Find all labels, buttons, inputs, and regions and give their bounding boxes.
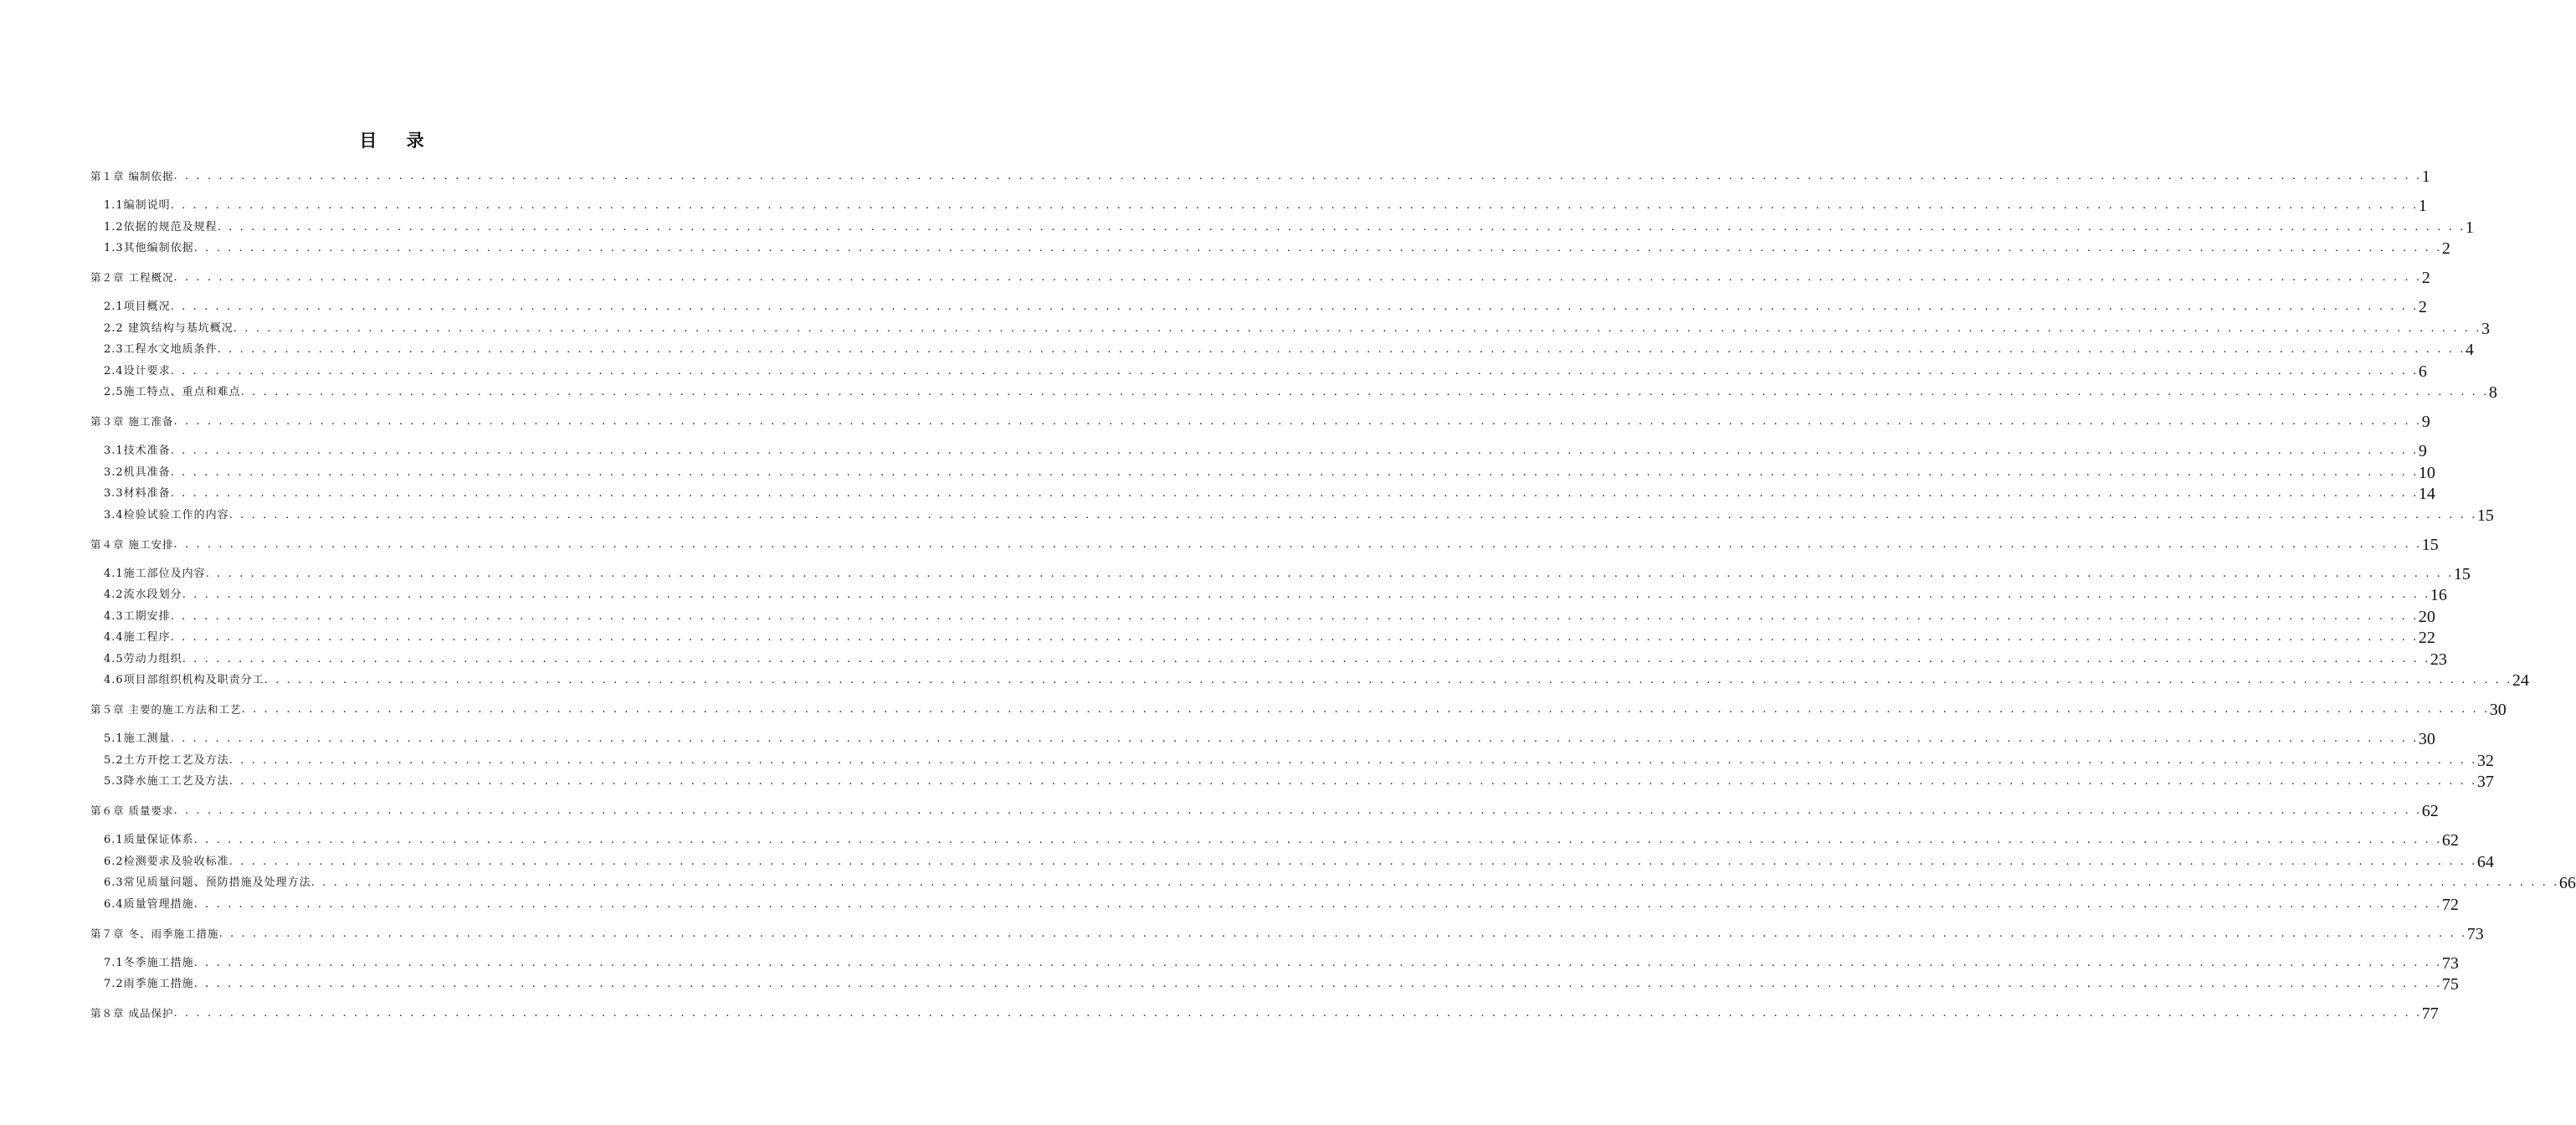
toc-page-number: 62 — [2421, 802, 2439, 820]
toc-entry-label: 5.1施工测量 — [104, 732, 171, 745]
toc-entry-label: 6.3常见质量问题、预防措施及处理方法 — [104, 876, 311, 889]
toc-page-number: 16 — [2430, 586, 2447, 604]
toc-entry-label: 4.2流水段划分 — [104, 588, 182, 601]
toc-chapter-entry[interactable] — [90, 164, 2430, 186]
toc-page-number: 30 — [2418, 730, 2435, 748]
toc-entry-label: 4.1施工部位及内容 — [104, 567, 206, 580]
toc-section-entry[interactable] — [104, 583, 2447, 604]
dot-leader: . . . . . . . . . . . . . . . . . . . . . . . . . . . . . . . . . . . . . . . . . . . . . . . . . . . . . . . . . . . . . . . . . . . . . . . . . . . . . . . . . . . . . . . . . . . . . . . . . . . . . . . . . . . . . . . . . . . . . . . . . . . . . . . . . . . . . . . . . . . . . . . . . . . . . . . . . . . . . . . . . . . . . . . . . . . . . . . . . . . . . . . . . . . . . . . . . . . . . . . . — [193, 956, 2442, 969]
toc-chapter-entry[interactable] — [90, 409, 2430, 431]
toc-entry-label: 1.1编制说明 — [104, 199, 171, 212]
toc-page-number: 3 — [2481, 319, 2491, 338]
toc-section-entry[interactable] — [104, 951, 2459, 973]
toc-entry-label: 6.4质量管理措施 — [104, 897, 194, 911]
toc-chapter-entry[interactable] — [90, 799, 2439, 820]
toc-section-entry[interactable] — [104, 727, 2435, 748]
toc-section-entry[interactable] — [104, 460, 2435, 482]
toc-section-entry[interactable] — [104, 562, 2471, 583]
dot-leader: . . . . . . . . . . . . . . . . . . . . . . . . . . . . . . . . . . . . . . . . . . . . . . . . . . . . . . . . . . . . . . . . . . . . . . . . . . . . . . . . . . . . . . . . . . . . . . . . . . . . . . . . . . . . . . . . . . . . . . . . . . . . . . . . . . . . . . . . . . . . . . . . . . . . . . . . . . . . . . . . . . . . . . . . . . . . . . . . . . . . . . . . . . . . . . . . . . . . . . . . — [182, 652, 2430, 665]
toc-page-number: 1 — [2465, 218, 2474, 237]
dot-leader: . . . . . . . . . . . . . . . . . . . . . . . . . . . . . . . . . . . . . . . . . . . . . . . . . . . . . . . . . . . . . . . . . . . . . . . . . . . . . . . . . . . . . . . . . . . . . . . . . . . . . . . . . . . . . . . . . . . . . . . . . . . . . . . . . . . . . . . . . . . . . . . . . . . . . . . . . . . . . . . . . . . . . . . . . . . . . . . . . . . . . . . . . . . . . . . . . . . . . . . . — [233, 321, 2482, 335]
toc-page-number: 66 — [2558, 874, 2576, 892]
dot-leader: . . . . . . . . . . . . . . . . . . . . . . . . . . . . . . . . . . . . . . . . . . . . . . . . . . . . . . . . . . . . . . . . . . . . . . . . . . . . . . . . . . . . . . . . . . . . . . . . . . . . . . . . . . . . . . . . . . . . . . . . . . . . . . . . . . . . . . . . . . . . . . . . . . . . . . . . . . . . . . . . . . . . . . . . . . . . . . . . . . . . . . . . . . . . . . . . . . . . . . . . — [193, 897, 2442, 911]
toc-page-number: 24 — [2512, 671, 2529, 690]
toc-entry-label: 3.4检验试验工作的内容 — [104, 508, 229, 521]
toc-section-entry[interactable] — [104, 668, 2529, 690]
toc-page-number: 15 — [2476, 506, 2494, 525]
toc-entry-label: 4.3工期安排 — [104, 609, 171, 623]
dot-leader: . . . . . . . . . . . . . . . . . . . . . . . . . . . . . . . . . . . . . . . . . . . . . . . . . . . . . . . . . . . . . . . . . . . . . . . . . . . . . . . . . . . . . . . . . . . . . . . . . . . . . . . . . . . . . . . . . . . . . . . . . . . . . . . . . . . . . . . . . . . . . . . . . . . . . . . . . . . . . . . . . . . . . . . . . . . . . . . . . . . . . . . . . . . . . . . . . . . . . . . . — [217, 220, 2466, 234]
toc-section-entry[interactable] — [104, 439, 2427, 460]
dot-leader: . . . . . . . . . . . . . . . . . . . . . . . . . . . . . . . . . . . . . . . . . . . . . . . . . . . . . . . . . . . . . . . . . . . . . . . . . . . . . . . . . . . . . . . . . . . . . . . . . . . . . . . . . . . . . . . . . . . . . . . . . . . . . . . . . . . . . . . . . . . . . . . . . . . . . . . . . . . . . . . . . . . . . . . . . . . . . . . . . . . . . . . . . . . . . . . . . . . . . . . . — [173, 271, 2422, 284]
dot-leader: . . . . . . . . . . . . . . . . . . . . . . . . . . . . . . . . . . . . . . . . . . . . . . . . . . . . . . . . . . . . . . . . . . . . . . . . . . . . . . . . . . . . . . . . . . . . . . . . . . . . . . . . . . . . . . . . . . . . . . . . . . . . . . . . . . . . . . . . . . . . . . . . . . . . . . . . . . . . . . . . . . . . . . . . . . . . . . . . . . . . . . . . . . . . . . . . . . . . . . . . — [170, 364, 2419, 378]
toc-entry-label: 3.3材料准备 — [104, 487, 171, 500]
toc-page-number: 72 — [2441, 895, 2459, 914]
dot-leader: . . . . . . . . . . . . . . . . . . . . . . . . . . . . . . . . . . . . . . . . . . . . . . . . . . . . . . . . . . . . . . . . . . . . . . . . . . . . . . . . . . . . . . . . . . . . . . . . . . . . . . . . . . . . . . . . . . . . . . . . . . . . . . . . . . . . . . . . . . . . . . . . . . . . . . . . . . . . . . . . . . . . . . . . . . . . . . . . . . . . . . . . . . . . . . . . . . . . . . . . — [173, 537, 2422, 551]
dot-leader: . . . . . . . . . . . . . . . . . . . . . . . . . . . . . . . . . . . . . . . . . . . . . . . . . . . . . . . . . . . . . . . . . . . . . . . . . . . . . . . . . . . . . . . . . . . . . . . . . . . . . . . . . . . . . . . . . . . . . . . . . . . . . . . . . . . . . . . . . . . . . . . . . . . . . . . . . . . . . . . . . . . . . . . . . . . . . . . . . . . . . . . . . . . . . . . . . . . . . . . . — [310, 876, 2559, 889]
dot-leader: . . . . . . . . . . . . . . . . . . . . . . . . . . . . . . . . . . . . . . . . . . . . . . . . . . . . . . . . . . . . . . . . . . . . . . . . . . . . . . . . . . . . . . . . . . . . . . . . . . . . . . . . . . . . . . . . . . . . . . . . . . . . . . . . . . . . . . . . . . . . . . . . . . . . . . . . . . . . . . . . . . . . . . . . . . . . . . . . . . . . . . . . . . . . . . . . . . . . . . . . — [170, 631, 2419, 644]
toc-entry-label: 第５章 主要的施工方法和工艺 — [90, 703, 242, 716]
dot-leader: . . . . . . . . . . . . . . . . . . . . . . . . . . . . . . . . . . . . . . . . . . . . . . . . . . . . . . . . . . . . . . . . . . . . . . . . . . . . . . . . . . . . . . . . . . . . . . . . . . . . . . . . . . . . . . . . . . . . . . . . . . . . . . . . . . . . . . . . . . . . . . . . . . . . . . . . . . . . . . . . . . . . . . . . . . . . . . . . . . . . . . . . . . . . . . . . . . . . . . . . — [228, 508, 2477, 521]
dot-leader: . . . . . . . . . . . . . . . . . . . . . . . . . . . . . . . . . . . . . . . . . . . . . . . . . . . . . . . . . . . . . . . . . . . . . . . . . . . . . . . . . . . . . . . . . . . . . . . . . . . . . . . . . . . . . . . . . . . . . . . . . . . . . . . . . . . . . . . . . . . . . . . . . . . . . . . . . . . . . . . . . . . . . . . . . . . . . . . . . . . . . . . . . . . . . . . . . . . . . . . . — [170, 444, 2419, 457]
toc-entry-label: 1.2依据的规范及规程 — [104, 220, 218, 234]
toc-page-number: 4 — [2465, 341, 2474, 359]
toc-entry-label: 5.3降水施工工艺及方法 — [104, 775, 229, 788]
dot-leader: . . . . . . . . . . . . . . . . . . . . . . . . . . . . . . . . . . . . . . . . . . . . . . . . . . . . . . . . . . . . . . . . . . . . . . . . . . . . . . . . . . . . . . . . . . . . . . . . . . . . . . . . . . . . . . . . . . . . . . . . . . . . . . . . . . . . . . . . . . . . . . . . . . . . . . . . . . . . . . . . . . . . . . . . . . . . . . . . . . . . . . . . . . . . . . . . . . . . . . . . — [264, 674, 2512, 686]
dot-leader: . . . . . . . . . . . . . . . . . . . . . . . . . . . . . . . . . . . . . . . . . . . . . . . . . . . . . . . . . . . . . . . . . . . . . . . . . . . . . . . . . . . . . . . . . . . . . . . . . . . . . . . . . . . . . . . . . . . . . . . . . . . . . . . . . . . . . . . . . . . . . . . . . . . . . . . . . . . . . . . . . . . . . . . . . . . . . . . . . . . . . . . . . . . . . . . . . . . . . . . . — [182, 588, 2430, 601]
toc-entry-label: 1.3其他编制依据 — [104, 242, 194, 254]
dot-leader: . . . . . . . . . . . . . . . . . . . . . . . . . . . . . . . . . . . . . . . . . . . . . . . . . . . . . . . . . . . . . . . . . . . . . . . . . . . . . . . . . . . . . . . . . . . . . . . . . . . . . . . . . . . . . . . . . . . . . . . . . . . . . . . . . . . . . . . . . . . . . . . . . . . . . . . . . . . . . . . . . . . . . . . . . . . . . . . . . . . . . . . . . . . . . . . . . . . . . . . . — [170, 609, 2419, 623]
toc-entry-label: 第６章 质量要求 — [90, 804, 174, 817]
toc-entry-label: 6.1质量保证体系 — [104, 834, 194, 846]
toc-entry-label: 第３章 施工准备 — [90, 415, 174, 428]
toc-page-number: 64 — [2476, 852, 2494, 871]
toc-section-entry[interactable] — [104, 748, 2494, 770]
toc-section-entry[interactable] — [104, 871, 2576, 892]
toc-page-number: 73 — [2466, 924, 2484, 943]
toc-entry-label: 4.6项目部组织机构及职责分工 — [104, 674, 264, 686]
dot-leader: . . . . . . . . . . . . . . . . . . . . . . . . . . . . . . . . . . . . . . . . . . . . . . . . . . . . . . . . . . . . . . . . . . . . . . . . . . . . . . . . . . . . . . . . . . . . . . . . . . . . . . . . . . . . . . . . . . . . . . . . . . . . . . . . . . . . . . . . . . . . . . . . . . . . . . . . . . . . . . . . . . . . . . . . . . . . . . . . . . . . . . . . . . . . . . . . . . . . . . . . — [173, 804, 2422, 817]
toc-entry-label: 2.2 建筑结构与基坑概况 — [104, 321, 233, 335]
dot-leader: . . . . . . . . . . . . . . . . . . . . . . . . . . . . . . . . . . . . . . . . . . . . . . . . . . . . . . . . . . . . . . . . . . . . . . . . . . . . . . . . . . . . . . . . . . . . . . . . . . . . . . . . . . . . . . . . . . . . . . . . . . . . . . . . . . . . . . . . . . . . . . . . . . . . . . . . . . . . . . . . . . . . . . . . . . . . . . . . . . . . . . . . . . . . . . . . . . . . . . . . — [241, 703, 2490, 716]
toc-page-number: 23 — [2430, 650, 2447, 669]
toc-section-entry[interactable] — [104, 625, 2435, 647]
dot-leader: . . . . . . . . . . . . . . . . . . . . . . . . . . . . . . . . . . . . . . . . . . . . . . . . . . . . . . . . . . . . . . . . . . . . . . . . . . . . . . . . . . . . . . . . . . . . . . . . . . . . . . . . . . . . . . . . . . . . . . . . . . . . . . . . . . . . . . . . . . . . . . . . . . . . . . . . . . . . . . . . . . . . . . . . . . . . . . . . . . . . . . . . . . . . . . . . . . . . . . . . — [170, 199, 2419, 212]
dot-leader: . . . . . . . . . . . . . . . . . . . . . . . . . . . . . . . . . . . . . . . . . . . . . . . . . . . . . . . . . . . . . . . . . . . . . . . . . . . . . . . . . . . . . . . . . . . . . . . . . . . . . . . . . . . . . . . . . . . . . . . . . . . . . . . . . . . . . . . . . . . . . . . . . . . . . . . . . . . . . . . . . . . . . . . . . . . . . . . . . . . . . . . . . . . . . . . . . . . . . . . . — [217, 343, 2466, 356]
toc-page-number: 9 — [2418, 442, 2427, 460]
dot-leader: . . . . . . . . . . . . . . . . . . . . . . . . . . . . . . . . . . . . . . . . . . . . . . . . . . . . . . . . . . . . . . . . . . . . . . . . . . . . . . . . . . . . . . . . . . . . . . . . . . . . . . . . . . . . . . . . . . . . . . . . . . . . . . . . . . . . . . . . . . . . . . . . . . . . . . . . . . . . . . . . . . . . . . . . . . . . . . . . . . . . . . . . . . . . . . . . . . . . . . . . — [205, 567, 2454, 580]
toc-entry-label: 3.1技术准备 — [104, 444, 171, 457]
toc-page-number: 62 — [2441, 831, 2459, 850]
toc-section-entry[interactable] — [104, 236, 2450, 258]
dot-leader: . . . . . . . . . . . . . . . . . . . . . . . . . . . . . . . . . . . . . . . . . . . . . . . . . . . . . . . . . . . . . . . . . . . . . . . . . . . . . . . . . . . . . . . . . . . . . . . . . . . . . . . . . . . . . . . . . . . . . . . . . . . . . . . . . . . . . . . . . . . . . . . . . . . . . . . . . . . . . . . . . . . . . . . . . . . . . . . . . . . . . . . . . . . . . . . . . . . . . . . . — [228, 775, 2477, 788]
toc-page-number: 22 — [2418, 629, 2435, 647]
toc-section-entry[interactable] — [104, 828, 2459, 850]
toc-entry-label: 7.2雨季施工措施 — [104, 978, 194, 990]
toc-section-entry[interactable] — [104, 380, 2497, 402]
toc-page-number: 75 — [2441, 975, 2459, 994]
toc-page-number: 2 — [2418, 298, 2427, 316]
toc-entry-label: 2.1项目概况 — [104, 301, 171, 313]
toc-entry-label: 6.2检测要求及验收标准 — [104, 855, 229, 868]
toc-page-number: 73 — [2441, 953, 2459, 973]
toc-entry-label: 第８章 成品保护 — [90, 1007, 174, 1020]
dot-leader: . . . . . . . . . . . . . . . . . . . . . . . . . . . . . . . . . . . . . . . . . . . . . . . . . . . . . . . . . . . . . . . . . . . . . . . . . . . . . . . . . . . . . . . . . . . . . . . . . . . . . . . . . . . . . . . . . . . . . . . . . . . . . . . . . . . . . . . . . . . . . . . . . . . . . . . . . . . . . . . . . . . . . . . . . . . . . . . . . . . . . . . . . . . . . . . . . . . . . . . . — [193, 834, 2442, 846]
dot-leader: . . . . . . . . . . . . . . . . . . . . . . . . . . . . . . . . . . . . . . . . . . . . . . . . . . . . . . . . . . . . . . . . . . . . . . . . . . . . . . . . . . . . . . . . . . . . . . . . . . . . . . . . . . . . . . . . . . . . . . . . . . . . . . . . . . . . . . . . . . . . . . . . . . . . . . . . . . . . . . . . . . . . . . . . . . . . . . . . . . . . . . . . . . . . . . . . . . . . . . . . — [170, 301, 2419, 313]
toc-page-number: 32 — [2476, 751, 2494, 770]
toc-page-number: 8 — [2488, 383, 2497, 402]
toc-section-entry[interactable] — [104, 769, 2494, 791]
toc-entry-label: 2.3工程水文地质条件 — [104, 343, 218, 356]
toc-title: 目 录 — [359, 131, 436, 151]
toc-entry-label: 3.2机具准备 — [104, 465, 171, 479]
toc-page-number: 10 — [2418, 463, 2435, 482]
dot-leader: . . . . . . . . . . . . . . . . . . . . . . . . . . . . . . . . . . . . . . . . . . . . . . . . . . . . . . . . . . . . . . . . . . . . . . . . . . . . . . . . . . . . . . . . . . . . . . . . . . . . . . . . . . . . . . . . . . . . . . . . . . . . . . . . . . . . . . . . . . . . . . . . . . . . . . . . . . . . . . . . . . . . . . . . . . . . . . . . . . . . . . . . . . . . . . . . . . . . . . . . — [218, 927, 2467, 940]
toc-section-entry[interactable] — [104, 193, 2427, 215]
toc-page-number: 15 — [2421, 535, 2439, 554]
toc-section-entry[interactable] — [104, 503, 2494, 525]
dot-leader: . . . . . . . . . . . . . . . . . . . . . . . . . . . . . . . . . . . . . . . . . . . . . . . . . . . . . . . . . . . . . . . . . . . . . . . . . . . . . . . . . . . . . . . . . . . . . . . . . . . . . . . . . . . . . . . . . . . . . . . . . . . . . . . . . . . . . . . . . . . . . . . . . . . . . . . . . . . . . . . . . . . . . . . . . . . . . . . . . . . . . . . . . . . . . . . . . . . . . . . . — [240, 386, 2489, 398]
toc-entry-label: 5.2土方开挖工艺及方法 — [104, 753, 229, 767]
toc-section-entry[interactable] — [104, 647, 2447, 669]
dot-leader: . . . . . . . . . . . . . . . . . . . . . . . . . . . . . . . . . . . . . . . . . . . . . . . . . . . . . . . . . . . . . . . . . . . . . . . . . . . . . . . . . . . . . . . . . . . . . . . . . . . . . . . . . . . . . . . . . . . . . . . . . . . . . . . . . . . . . . . . . . . . . . . . . . . . . . . . . . . . . . . . . . . . . . . . . . . . . . . . . . . . . . . . . . . . . . . . . . . . . . . . — [173, 1007, 2422, 1020]
toc-entry-label: 第７章 冬、雨季施工措施 — [90, 927, 219, 940]
toc-chapter-entry[interactable] — [90, 922, 2484, 943]
dot-leader: . . . . . . . . . . . . . . . . . . . . . . . . . . . . . . . . . . . . . . . . . . . . . . . . . . . . . . . . . . . . . . . . . . . . . . . . . . . . . . . . . . . . . . . . . . . . . . . . . . . . . . . . . . . . . . . . . . . . . . . . . . . . . . . . . . . . . . . . . . . . . . . . . . . . . . . . . . . . . . . . . . . . . . . . . . . . . . . . . . . . . . . . . . . . . . . . . . . . . . . . — [228, 753, 2477, 767]
toc-section-entry[interactable] — [104, 215, 2474, 237]
toc-section-entry[interactable] — [104, 892, 2459, 914]
toc-entry-label: 第１章 编制依据 — [90, 170, 174, 182]
toc-section-entry[interactable] — [104, 972, 2459, 994]
toc-page-number: 9 — [2421, 413, 2430, 431]
toc-page-number: 6 — [2418, 362, 2427, 381]
toc-entry-label: 7.1冬季施工措施 — [104, 956, 194, 969]
toc-page-number: 1 — [2421, 167, 2430, 186]
toc-page-number: 15 — [2453, 564, 2471, 583]
toc-entry-label: 4.4施工程序 — [104, 631, 171, 644]
toc-chapter-entry[interactable] — [90, 532, 2439, 554]
toc-entry-label: 2.5施工特点、重点和难点 — [104, 386, 241, 398]
toc-page-number: 77 — [2421, 1004, 2439, 1023]
toc-entry-label: 第２章 工程概况 — [90, 271, 174, 284]
toc-page-number: 2 — [2421, 269, 2430, 287]
dot-leader: . . . . . . . . . . . . . . . . . . . . . . . . . . . . . . . . . . . . . . . . . . . . . . . . . . . . . . . . . . . . . . . . . . . . . . . . . . . . . . . . . . . . . . . . . . . . . . . . . . . . . . . . . . . . . . . . . . . . . . . . . . . . . . . . . . . . . . . . . . . . . . . . . . . . . . . . . . . . . . . . . . . . . . . . . . . . . . . . . . . . . . . . . . . . . . . . . . . . . . . . — [193, 978, 2442, 990]
toc-page-number: 1 — [2418, 197, 2427, 215]
toc-entry-label: 4.5劳动力组织 — [104, 652, 182, 665]
toc-section-entry[interactable] — [104, 295, 2427, 316]
dot-leader: . . . . . . . . . . . . . . . . . . . . . . . . . . . . . . . . . . . . . . . . . . . . . . . . . . . . . . . . . . . . . . . . . . . . . . . . . . . . . . . . . . . . . . . . . . . . . . . . . . . . . . . . . . . . . . . . . . . . . . . . . . . . . . . . . . . . . . . . . . . . . . . . . . . . . . . . . . . . . . . . . . . . . . . . . . . . . . . . . . . . . . . . . . . . . . . . . . . . . . . . — [173, 170, 2422, 182]
toc-entry-label: 第４章 施工安排 — [90, 537, 174, 551]
toc-page-number: 30 — [2489, 701, 2507, 719]
toc-section-entry[interactable] — [104, 850, 2494, 871]
dot-leader: . . . . . . . . . . . . . . . . . . . . . . . . . . . . . . . . . . . . . . . . . . . . . . . . . . . . . . . . . . . . . . . . . . . . . . . . . . . . . . . . . . . . . . . . . . . . . . . . . . . . . . . . . . . . . . . . . . . . . . . . . . . . . . . . . . . . . . . . . . . . . . . . . . . . . . . . . . . . . . . . . . . . . . . . . . . . . . . . . . . . . . . . . . . . . . . . . . . . . . . . — [170, 487, 2419, 500]
dot-leader: . . . . . . . . . . . . . . . . . . . . . . . . . . . . . . . . . . . . . . . . . . . . . . . . . . . . . . . . . . . . . . . . . . . . . . . . . . . . . . . . . . . . . . . . . . . . . . . . . . . . . . . . . . . . . . . . . . . . . . . . . . . . . . . . . . . . . . . . . . . . . . . . . . . . . . . . . . . . . . . . . . . . . . . . . . . . . . . . . . . . . . . . . . . . . . . . . . . . . . . . — [170, 732, 2419, 745]
toc-chapter-entry[interactable] — [90, 1001, 2439, 1023]
toc-section-entry[interactable] — [104, 481, 2435, 503]
dot-leader: . . . . . . . . . . . . . . . . . . . . . . . . . . . . . . . . . . . . . . . . . . . . . . . . . . . . . . . . . . . . . . . . . . . . . . . . . . . . . . . . . . . . . . . . . . . . . . . . . . . . . . . . . . . . . . . . . . . . . . . . . . . . . . . . . . . . . . . . . . . . . . . . . . . . . . . . . . . . . . . . . . . . . . . . . . . . . . . . . . . . . . . . . . . . . . . . . . . . . . . . — [170, 465, 2419, 479]
toc-page-number: 37 — [2476, 773, 2494, 791]
toc-chapter-entry[interactable] — [90, 697, 2507, 719]
toc-chapter-entry[interactable] — [90, 265, 2430, 287]
toc-entry-label: 2.4设计要求 — [104, 364, 171, 378]
toc-section-entry[interactable] — [104, 337, 2474, 359]
toc-page-number: 2 — [2441, 239, 2450, 258]
toc-page-number: 20 — [2418, 607, 2435, 626]
dot-leader: . . . . . . . . . . . . . . . . . . . . . . . . . . . . . . . . . . . . . . . . . . . . . . . . . . . . . . . . . . . . . . . . . . . . . . . . . . . . . . . . . . . . . . . . . . . . . . . . . . . . . . . . . . . . . . . . . . . . . . . . . . . . . . . . . . . . . . . . . . . . . . . . . . . . . . . . . . . . . . . . . . . . . . . . . . . . . . . . . . . . . . . . . . . . . . . . . . . . . . . . — [228, 855, 2477, 868]
toc-page-number: 14 — [2418, 485, 2435, 503]
toc-section-entry[interactable] — [104, 604, 2435, 626]
toc-section-entry[interactable] — [104, 359, 2427, 381]
dot-leader: . . . . . . . . . . . . . . . . . . . . . . . . . . . . . . . . . . . . . . . . . . . . . . . . . . . . . . . . . . . . . . . . . . . . . . . . . . . . . . . . . . . . . . . . . . . . . . . . . . . . . . . . . . . . . . . . . . . . . . . . . . . . . . . . . . . . . . . . . . . . . . . . . . . . . . . . . . . . . . . . . . . . . . . . . . . . . . . . . . . . . . . . . . . . . . . . . . . . . . . . — [173, 415, 2422, 428]
dot-leader: . . . . . . . . . . . . . . . . . . . . . . . . . . . . . . . . . . . . . . . . . . . . . . . . . . . . . . . . . . . . . . . . . . . . . . . . . . . . . . . . . . . . . . . . . . . . . . . . . . . . . . . . . . . . . . . . . . . . . . . . . . . . . . . . . . . . . . . . . . . . . . . . . . . . . . . . . . . . . . . . . . . . . . . . . . . . . . . . . . . . . . . . . . . . . . . . . . . . . . . . — [193, 242, 2442, 254]
toc-section-entry[interactable] — [104, 316, 2491, 338]
